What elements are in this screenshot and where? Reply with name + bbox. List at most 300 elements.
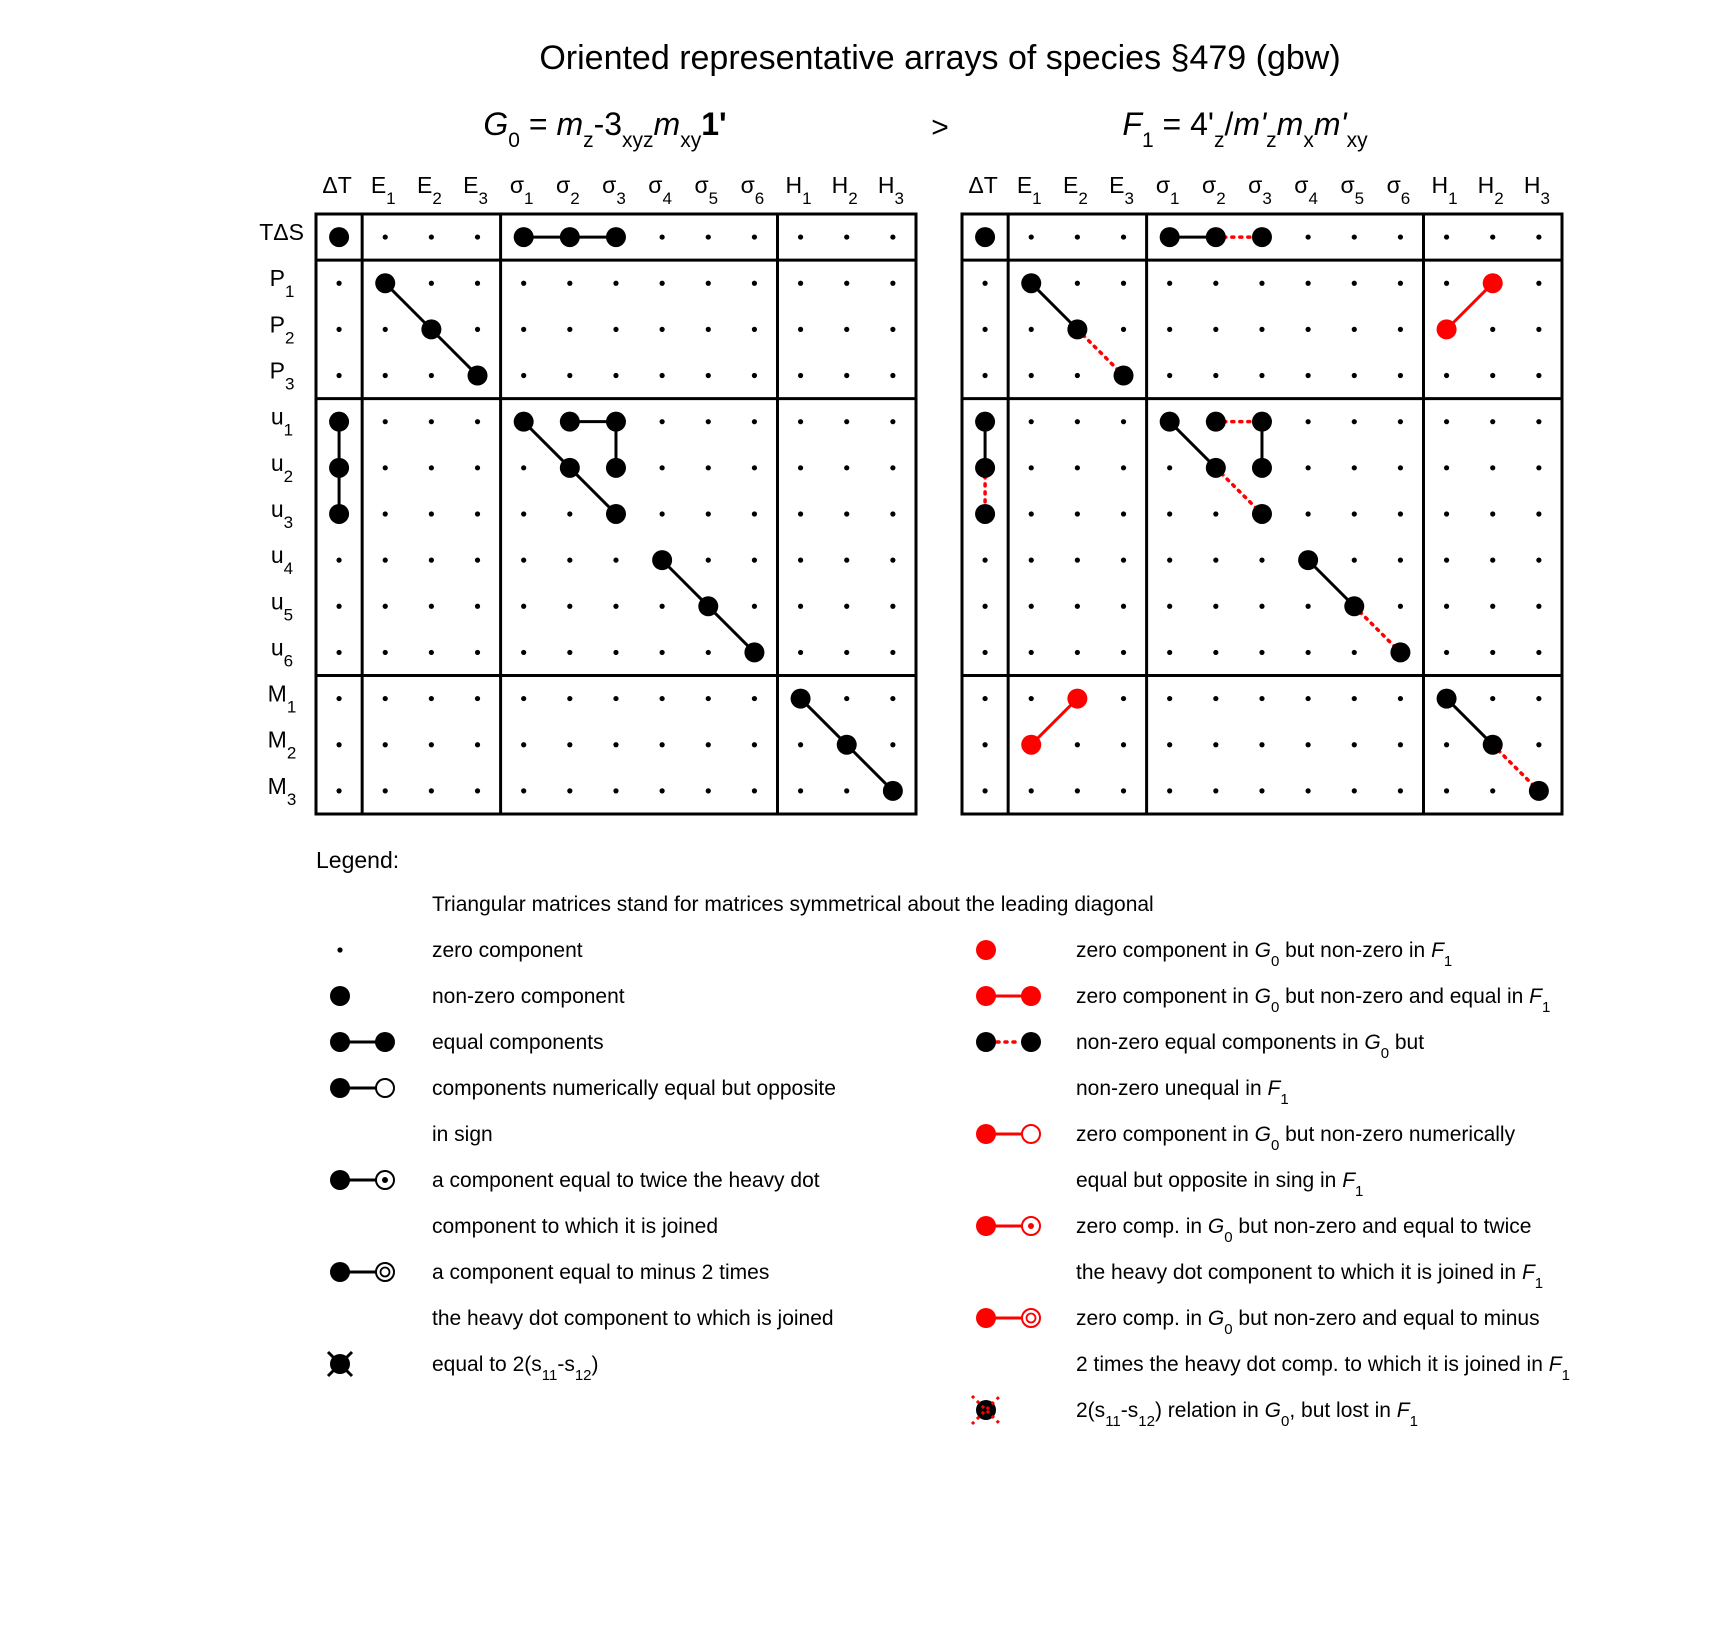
zero-dot [1075, 650, 1080, 655]
label-subscript: 1 [386, 189, 396, 208]
zero-dot [613, 650, 618, 655]
legend-text-run: zero component in [1076, 985, 1255, 1008]
zero-dot [660, 650, 665, 655]
label-base: σ [1386, 172, 1401, 198]
zero-dot [1121, 465, 1126, 470]
formula-part: = 4' [1153, 106, 1215, 142]
legend-item [330, 1261, 834, 1330]
zero-dot [1398, 696, 1403, 701]
zero-dot [336, 281, 341, 286]
label-subscript: 4 [283, 559, 294, 579]
legend-text [1076, 939, 1452, 970]
legend-item [976, 939, 1452, 970]
zero-dot [1306, 419, 1311, 424]
column-header [1524, 172, 1550, 208]
legend-text [432, 1307, 834, 1330]
zero-dot [1444, 742, 1449, 747]
zero-dot [429, 696, 434, 701]
formula-part: m [1276, 106, 1304, 142]
zero-dot [1444, 234, 1449, 239]
zero-dot [890, 511, 895, 516]
legend-text-run: G [1264, 1399, 1282, 1422]
nonzero-dot [744, 642, 764, 662]
dot [375, 1032, 395, 1052]
legend-text [432, 1077, 836, 1100]
zero-dot [429, 650, 434, 655]
zero-dot [1259, 604, 1264, 609]
label-subscript: 6 [754, 189, 765, 208]
zero-dot [383, 558, 388, 563]
legend-text [432, 1261, 769, 1284]
zero-dot [1121, 742, 1126, 747]
hollow-dot [376, 1079, 394, 1097]
zero-dot [383, 327, 388, 332]
zero-dot [429, 558, 434, 563]
zero-dot [383, 604, 388, 609]
zero-dot [567, 327, 572, 332]
legend-text [432, 1169, 820, 1192]
zero-dot [844, 604, 849, 609]
zero-dot [1075, 558, 1080, 563]
zero-dot [1259, 281, 1264, 286]
formula-part: m [556, 106, 584, 142]
legend-text-run: but [1389, 1031, 1425, 1054]
zero-dot [1029, 419, 1034, 424]
label-base: σ [555, 172, 571, 198]
zero-dot [383, 696, 388, 701]
zero-dot [1075, 604, 1080, 609]
zero-dot [383, 373, 388, 378]
legend-text-run: 0 [1380, 1045, 1390, 1062]
legend-text-run: ) relation in [1154, 1399, 1265, 1422]
zero-dot [1306, 327, 1311, 332]
zero-dot [1490, 465, 1495, 470]
zero-dot [706, 742, 711, 747]
zero-dot [475, 327, 480, 332]
zero-dot [1306, 465, 1311, 470]
zero-dot [475, 650, 480, 655]
zero-dot [752, 511, 757, 516]
red-dot-icon [976, 940, 996, 960]
label-base: M [267, 726, 287, 753]
zero-dot [429, 511, 434, 516]
zero-dot [706, 696, 711, 701]
zero-dot [1398, 234, 1403, 239]
dot [976, 1032, 996, 1052]
zero-dot [798, 373, 803, 378]
zero-dot [982, 558, 987, 563]
nonzero-dot [1483, 735, 1503, 755]
zero-dot [429, 419, 434, 424]
zero-dot [429, 788, 434, 793]
label-base: M [267, 680, 287, 707]
zero-dot [521, 788, 526, 793]
zero-dot [752, 742, 757, 747]
label-base: u [270, 542, 284, 569]
zero-dot [1213, 373, 1218, 378]
zero-dot [890, 419, 895, 424]
zero-dot [1029, 373, 1034, 378]
column-header [786, 172, 812, 208]
zero-dot [1490, 696, 1495, 701]
zero-dot [1536, 465, 1541, 470]
zero-dot [1490, 558, 1495, 563]
formula-part: 0 [508, 129, 520, 152]
legend-text-run: G [1207, 1215, 1225, 1238]
red-crossed-dot-icon [972, 1396, 1000, 1424]
legend-item [330, 1077, 836, 1146]
zero-dot [475, 234, 480, 239]
zero-dot [1398, 465, 1403, 470]
nonzero-dot [698, 596, 718, 616]
zero-dot [1444, 604, 1449, 609]
legend-item [337, 939, 582, 962]
zero-dot [1167, 373, 1172, 378]
zero-dot [1121, 281, 1126, 286]
label-base: E [416, 172, 433, 198]
zero-dot [567, 650, 572, 655]
legend-text [432, 1353, 599, 1384]
label-subscript: 1 [524, 189, 534, 208]
legend-text-run: but non-zero and equal in [1279, 985, 1530, 1008]
legend-text [1076, 1307, 1540, 1338]
formula-part: = [519, 106, 557, 142]
zero-dot [1398, 373, 1403, 378]
zero-dot [383, 234, 388, 239]
zero-dot [1029, 465, 1034, 470]
label-base: M [267, 772, 287, 799]
zero-dot [660, 234, 665, 239]
zero-dot [1490, 373, 1495, 378]
label-subscript: 3 [1540, 189, 1550, 208]
zero-dot [798, 650, 803, 655]
column-header [1340, 172, 1364, 208]
legend-text-run: F [1529, 985, 1542, 1008]
nonzero-dot [514, 412, 534, 432]
zero-dot [1306, 696, 1311, 701]
zero-dot [660, 281, 665, 286]
label-base: σ [1248, 172, 1263, 198]
zero-dot [890, 558, 895, 563]
label-subscript: 5 [708, 189, 719, 208]
zero-dot [1352, 742, 1357, 747]
zero-dot [1259, 650, 1264, 655]
legend-item [976, 1307, 1570, 1384]
dotted-link-icon [976, 1032, 1041, 1052]
zero-dot [844, 234, 849, 239]
legend-text-run: 12 [1138, 1413, 1155, 1430]
legend-text-run: 0 [1281, 1413, 1290, 1430]
zero-dot [982, 281, 987, 286]
zero-dot [844, 465, 849, 470]
label-base: ΔT [322, 172, 352, 198]
zero-dot [1121, 650, 1126, 655]
zero-dot [798, 742, 803, 747]
zero-dot [475, 696, 480, 701]
label-base: u [270, 495, 284, 522]
legend-text-run: 1 [1534, 1275, 1544, 1292]
nonzero-dot [975, 227, 995, 247]
column-header [1156, 172, 1180, 208]
legend-text-run: G [1254, 939, 1271, 962]
zero-dot [660, 327, 665, 332]
zero-dot [1167, 511, 1172, 516]
zero-dot [706, 281, 711, 286]
label-subscript: 3 [478, 189, 488, 208]
legend-text-run: equal to 2(s [432, 1353, 542, 1376]
zero-dot [336, 788, 341, 793]
zero-dot [1536, 327, 1541, 332]
column-header [1432, 172, 1458, 208]
new-nonzero-dot [1067, 689, 1087, 709]
formula-part: 1 [1141, 129, 1154, 152]
row-header [270, 311, 295, 347]
label-base: u [270, 588, 284, 615]
label-subscript: 2 [284, 328, 295, 348]
opposite-link-icon [330, 1078, 394, 1098]
zero-dot [1536, 234, 1541, 239]
column-header [602, 172, 626, 208]
legend-text-run: G [1207, 1307, 1225, 1330]
label-subscript: 3 [894, 189, 904, 208]
zero-dot [1167, 650, 1172, 655]
zero-dot [982, 327, 987, 332]
zero-dot [1490, 788, 1495, 793]
legend-text [1076, 1077, 1289, 1108]
legend-item [976, 1031, 1424, 1108]
zero-dot [798, 465, 803, 470]
label-base: u [270, 449, 284, 476]
zero-dot [1075, 742, 1080, 747]
label-base: σ [740, 172, 755, 198]
legend-heading: Legend: [316, 847, 400, 873]
zero-dot [1213, 558, 1218, 563]
column-header [510, 172, 534, 208]
legend-text-run: 0 [1270, 1137, 1280, 1154]
zero-dot [1213, 511, 1218, 516]
legend-text-run: the heavy dot component to which is joined [432, 1307, 834, 1330]
nonzero-dot [329, 412, 349, 432]
zero-dot [521, 327, 526, 332]
dot [1021, 986, 1041, 1006]
nonzero-dot [606, 412, 626, 432]
zero-dot [1352, 558, 1357, 563]
zero-dot [844, 696, 849, 701]
label-subscript: 3 [1124, 189, 1134, 208]
legend-text [1076, 985, 1550, 1016]
nonzero-dot [1206, 227, 1226, 247]
label-subscript: 1 [283, 420, 294, 440]
zero-dot [1075, 788, 1080, 793]
legend-text-run: in sign [432, 1123, 493, 1146]
zero-dot [752, 604, 757, 609]
legend-text-run: F [1431, 939, 1444, 962]
zero-dot [1352, 281, 1357, 286]
formula-part: z [583, 129, 594, 152]
zero-dot [1075, 373, 1080, 378]
zero-dot [1075, 511, 1080, 516]
zero-dot [567, 742, 572, 747]
red-opposite-link-icon [976, 1124, 1040, 1144]
label-base: H [1477, 172, 1495, 198]
legend-text-run: component to which it is joined [432, 1215, 718, 1238]
zero-dot [336, 604, 341, 609]
zero-dot [429, 234, 434, 239]
column-header [1387, 172, 1411, 208]
zero-dot [429, 281, 434, 286]
zero-dot [1075, 234, 1080, 239]
zero-dot [1259, 373, 1264, 378]
zero-dot [613, 788, 618, 793]
zero-dot [1536, 604, 1541, 609]
nonzero-dot [514, 227, 534, 247]
zero-dot [383, 465, 388, 470]
row-header [270, 358, 295, 394]
label-base: σ [1155, 172, 1171, 198]
zero-dot [1444, 788, 1449, 793]
zero-dot [1306, 373, 1311, 378]
nonzero-dot [421, 319, 441, 339]
legend-text-run: G [1254, 1123, 1271, 1146]
legend-text [432, 1215, 718, 1238]
zero-dot [1213, 650, 1218, 655]
legend-text [432, 1031, 604, 1054]
zero-dot [567, 373, 572, 378]
zero-dot [567, 696, 572, 701]
zero-dot [1029, 696, 1034, 701]
zero-dot [890, 234, 895, 239]
dot [976, 1216, 996, 1236]
zero-dot [1536, 650, 1541, 655]
zero-dot [521, 373, 526, 378]
nonzero-dot [1252, 227, 1272, 247]
formula-part: 1' [701, 106, 727, 142]
zero-dot [1490, 327, 1495, 332]
zero-dot [844, 281, 849, 286]
formula-part: F [1122, 106, 1142, 142]
zero-dot [890, 327, 895, 332]
legend-text-run: non-zero equal components in [1076, 1031, 1365, 1054]
label-subscript: 1 [286, 697, 297, 717]
label-base: TΔS [259, 219, 304, 246]
label-base: H [1431, 172, 1449, 198]
formula-part: / [1224, 106, 1234, 142]
row-header [270, 265, 295, 301]
label-base: E [1109, 172, 1125, 198]
zero-dot [798, 281, 803, 286]
label-subscript: 1 [1170, 189, 1180, 208]
zero-dot [1490, 604, 1495, 609]
legend-text-run: components numerically equal but opposite [432, 1077, 836, 1100]
zero-dot [475, 558, 480, 563]
legend-text-run: 1 [1280, 1091, 1289, 1108]
nonzero-dot [329, 227, 349, 247]
label-subscript: 6 [283, 651, 294, 671]
label-base: σ [509, 172, 525, 198]
formula-f1 [1122, 106, 1368, 152]
legend-item [330, 1169, 820, 1238]
new-nonzero-dot [1483, 273, 1503, 293]
zero-dot [706, 558, 711, 563]
legend-text-run: 1 [1409, 1413, 1418, 1430]
label-base: E [1062, 172, 1079, 198]
legend-item [330, 1031, 604, 1054]
zero-dot [1167, 604, 1172, 609]
nonzero-dot [606, 458, 626, 478]
legend-text [432, 939, 583, 962]
column-header [1017, 172, 1042, 208]
legend-text-run: 1 [1561, 1367, 1570, 1384]
zero-dot [1121, 558, 1126, 563]
column-header [1478, 172, 1504, 208]
zero-dot [1490, 511, 1495, 516]
zero-dot [660, 742, 665, 747]
zero-dot [336, 650, 341, 655]
zero-dot [613, 558, 618, 563]
zero-dot [336, 558, 341, 563]
dot [330, 1032, 350, 1052]
legend-text-run: non-zero component [432, 985, 625, 1008]
column-header [1109, 172, 1134, 208]
legend-text-run: equal but opposite in sing in [1076, 1169, 1343, 1192]
legend-item [972, 1396, 1418, 1430]
zero-dot [1167, 696, 1172, 701]
red-minus-two-link-icon [976, 1308, 1040, 1328]
label-base: σ [648, 172, 663, 198]
zero-dot [521, 511, 526, 516]
legend-text-run: 1 [1443, 953, 1453, 970]
label-subscript: 2 [432, 189, 442, 208]
nonzero-dot [606, 504, 626, 524]
zero-dot [1167, 558, 1172, 563]
zero-dot [1029, 327, 1034, 332]
legend-item [976, 1123, 1516, 1200]
column-header [694, 172, 718, 208]
legend-text-run: non-zero unequal in [1076, 1077, 1268, 1100]
nonzero-dot [1114, 366, 1134, 386]
nonzero-dot [1206, 412, 1226, 432]
zero-dot [706, 419, 711, 424]
zero-dot [613, 327, 618, 332]
nonzero-dot [329, 504, 349, 524]
zero-dot [660, 511, 665, 516]
zero-dot [567, 788, 572, 793]
column-header [417, 172, 442, 208]
zero-dot [798, 788, 803, 793]
zero-dot [1213, 281, 1218, 286]
dot [330, 986, 350, 1006]
legend-text-run: but non-zero and equal to minus [1232, 1307, 1540, 1330]
zero-dot [706, 465, 711, 470]
legend-text-run: zero component [432, 939, 583, 962]
zero-dot [1444, 281, 1449, 286]
label-subscript: 2 [286, 743, 297, 763]
zero-dot [1490, 650, 1495, 655]
column-header [648, 172, 672, 208]
zero-dot [1536, 742, 1541, 747]
zero-dot [1259, 696, 1264, 701]
row-header [268, 681, 297, 717]
zero-dot [1536, 558, 1541, 563]
zero-dot [1121, 604, 1126, 609]
dot [330, 1170, 350, 1190]
legend-text-run: but non-zero and equal to twice [1232, 1215, 1532, 1238]
formula-part: z [1266, 129, 1277, 152]
label-subscript: 5 [1354, 189, 1365, 208]
label-subscript: 2 [1216, 189, 1226, 208]
label-subscript: 3 [1262, 189, 1272, 208]
label-subscript: 3 [616, 189, 626, 208]
